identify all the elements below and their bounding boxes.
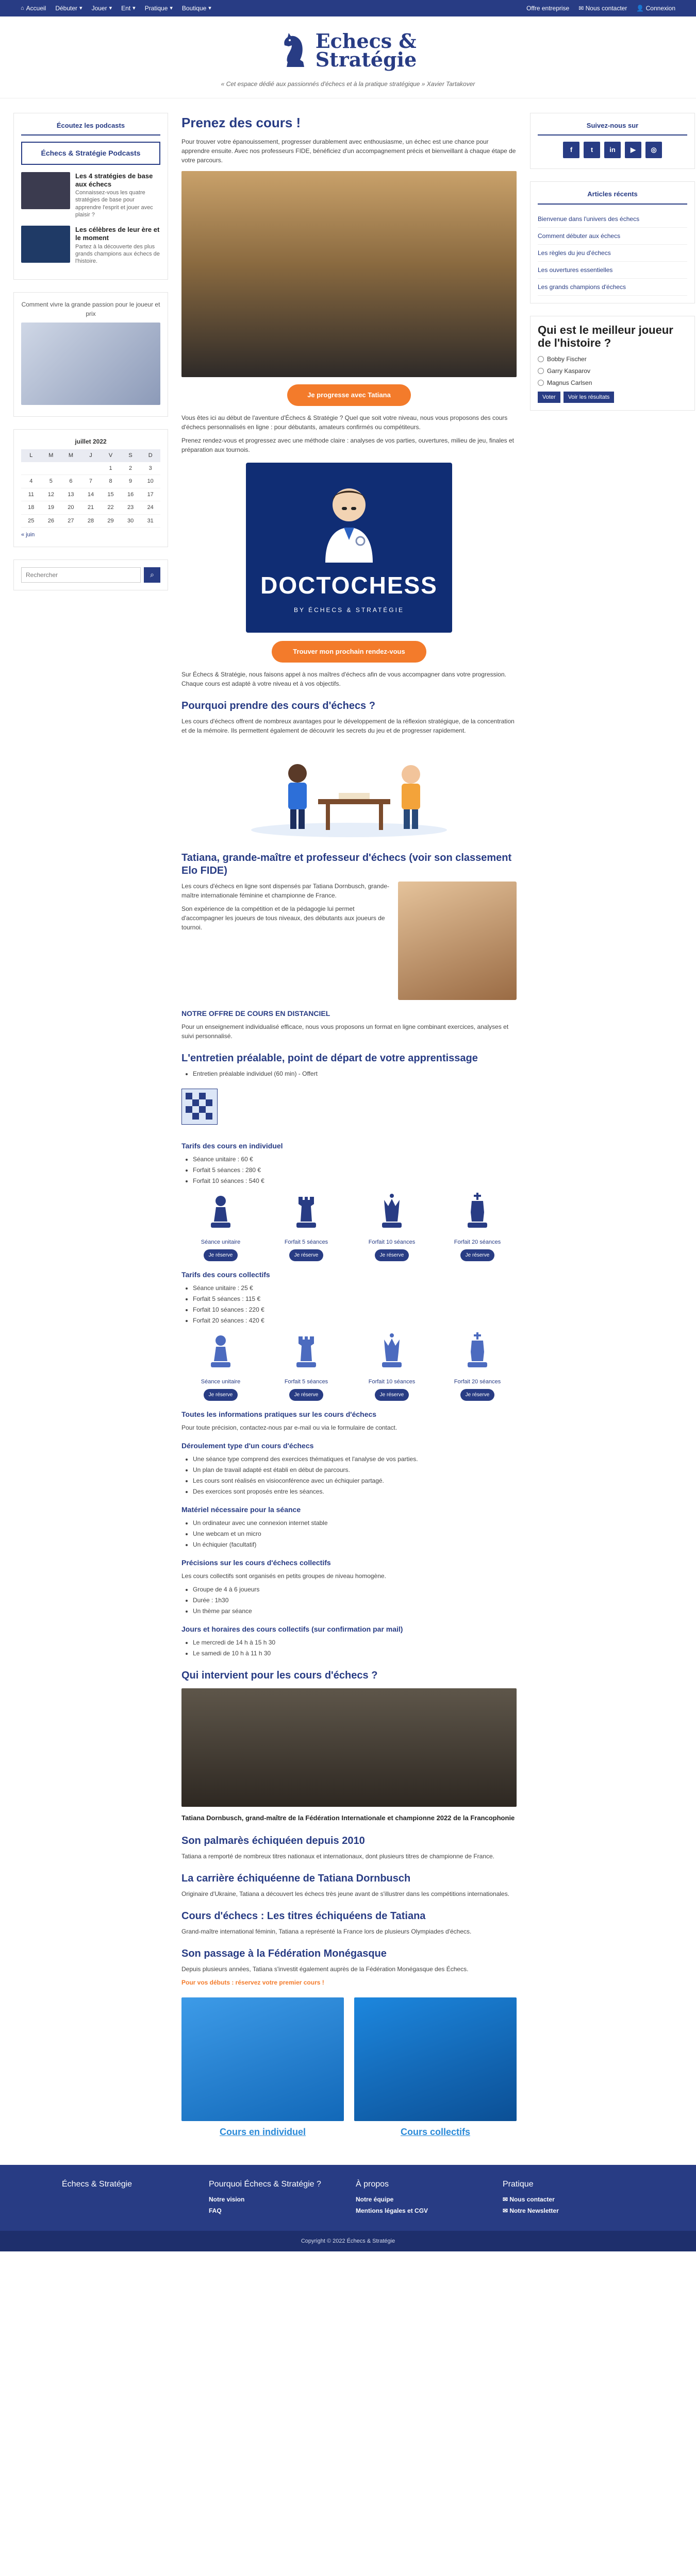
tatiana-tournament-photo [181,1688,517,1807]
reserve-button[interactable]: Je réserve [289,1389,324,1401]
calendar-day[interactable]: 10 [140,475,160,488]
paragraph: Vous êtes ici au début de l'aventure d'Échecs & Stratégie ? Quel que soit votre niveau, nous vous proposons des cours d'échecs personnalisés en ligne : pour débutants, amateurs confirmés ou compétiteurs. [181,414,508,431]
footer-column [62,2178,193,2217]
chevron-down-icon: ▾ [132,5,136,11]
chessboard-icon[interactable] [181,1089,218,1125]
calendar-day[interactable]: 20 [61,501,81,515]
chevron-down-icon: ▾ [109,5,112,11]
poll-question: Qui est le meilleur joueur de l'histoire ? [538,323,673,349]
reserve-button[interactable]: Je réserve [460,1249,495,1261]
list-item: • Un thème par séance [193,1606,517,1616]
copyright-bar: Copyright © 2022 Échecs & Stratégie [0,2231,696,2252]
cta-individuel[interactable] [181,1997,344,2139]
pricing-card [353,1331,431,1401]
section-heading: Son passage à la Fédération Monégasque [181,1947,387,1959]
calendar-day [81,462,101,475]
course-cta-grid [181,1997,517,2139]
calendar-widget [13,429,168,547]
list-item: • Séance unitaire : 60 € [193,1155,517,1164]
paragraph: Son expérience de la compétition et de la pédagogie lui permet d'accompagner les joueurs de tous niveaux, des débutants aux joueurs de tournoi. [181,905,385,931]
articles-list [538,211,687,296]
list-item: • Le samedi de 10 h à 11 h 30 [193,1649,517,1658]
search-form [21,567,160,583]
logo-wordmark: Echecs & Stratégie [315,29,417,71]
list-item: • Une séance type comprend des exercices thématiques et l'analyse de vos parties. [193,1454,517,1464]
section-heading: Cours d'échecs : Les titres échiquéens de Tatiana [181,1910,426,1922]
list-item: • Forfait 10 séances : 540 € [193,1176,517,1185]
section-heading: Qui intervient pour les cours d'échecs ? [181,1670,378,1681]
section-heading: Précisions sur les cours d'échecs collectifs [181,1558,331,1567]
intro-text: Pour trouver votre épanouissement, progresser durablement avec enthousiasme, un échec est une chance pour apprendre ensuite. Avec nos professeurs FIDE, bénéficiez d'un accompagnement précis et bienveillant à chaque étape de votre parcours. [181,138,516,164]
pricing-card [438,1331,517,1401]
main-menu [21,4,211,13]
king-icon [459,1331,495,1372]
pricing-individuel [181,1192,517,1261]
footer-link[interactable]: FAQ [209,2207,222,2214]
material-list [193,1518,517,1549]
list-item: • Un échiquier (facultatif) [193,1540,517,1549]
nav-item-pratique[interactable]: Pratique ▾ [144,5,173,12]
calendar-day[interactable]: 16 [121,488,141,501]
poll-option[interactable]: Bobby Fischer [538,354,687,364]
calendar-day[interactable]: 13 [61,488,81,501]
search-input[interactable] [21,567,141,583]
section-heading: Tarifs des cours collectifs [181,1270,270,1279]
podcast-title: Les célèbres de leur ère et le moment [75,226,160,242]
nav-contact[interactable]: ✉ Nous contacter [578,5,627,12]
cta-collectifs[interactable] [354,1997,517,2139]
social-links [538,142,687,158]
pricing-card [181,1331,260,1401]
steps-list [193,1454,517,1496]
king-icon [459,1192,495,1233]
footer-link[interactable]: Notre vision [209,2195,245,2203]
poll-option[interactable]: Garry Kasparov [538,366,687,376]
cta-label: Cours en individuel [219,2126,306,2137]
footer-link[interactable]: ✉ Nous contacter [503,2195,555,2203]
footer-title: Pourquoi Échecs & Stratégie ? [209,2179,321,2189]
search-button[interactable] [144,567,160,583]
tatiana-photo [398,882,517,1000]
calendar [21,437,160,528]
section-heading: L'entretien préalable, point de départ de votre apprentissage [181,1052,478,1064]
list-item: • Entretien préalable individuel (60 min) - Offert [193,1069,517,1078]
section-heading: La carrière échiquéenne de Tatiana Dornbusch [181,1872,411,1884]
hero-photo [181,171,517,377]
calendar-day[interactable]: 2 [121,462,141,475]
section-heading: Matériel nécessaire pour la séance [181,1505,301,1514]
paragraph: Tatiana a remporté de nombreux titres nationaux et internationaux, dont plusieurs titres de championne de France. [181,1852,495,1860]
section-heading: Pourquoi prendre des cours d'échecs ? [181,700,375,711]
pricing-label: Forfait 5 séances [284,1239,328,1245]
list-item: • Un plan de travail adapté est établi en début de parcours. [193,1465,517,1475]
social-widget [530,113,695,170]
calendar-day[interactable]: 31 [140,514,160,528]
calendar-day[interactable]: 21 [81,501,101,515]
tarifs-individuel-list [193,1155,517,1185]
mail-icon: ✉ [578,5,586,12]
calendar-prev-link[interactable]: « juin [21,532,35,538]
radio-button[interactable] [538,356,544,362]
calendar-day[interactable]: 18 [21,501,41,515]
main-content [181,113,517,2160]
photo-caption: Tatiana Dornbusch, grand-maître de la Fédération Internationale et championne 2022 de la Francophonie [181,1814,515,1822]
linkedin-icon[interactable]: in [604,142,621,158]
view-results-button[interactable]: Voir les résultats [564,392,615,403]
vote-button[interactable]: Voter [538,392,560,403]
paragraph: Les cours collectifs sont organisés en petits groupes de niveau homogène. [181,1572,386,1580]
calendar-day [21,462,41,475]
mail-icon: ✉ [503,2195,510,2203]
calendar-day[interactable]: 6 [61,475,81,488]
queen-icon [374,1331,410,1372]
calendar-day [41,462,61,475]
pricing-label: Séance unitaire [201,1378,241,1385]
pricing-label: Forfait 20 séances [454,1239,501,1245]
pricing-label: Séance unitaire [201,1239,241,1245]
site-logo[interactable] [279,31,417,70]
calendar-day[interactable]: 9 [121,475,141,488]
calendar-day[interactable]: 30 [121,514,141,528]
pricing-card [353,1192,431,1261]
nav-item-ent[interactable]: Ent ▾ [121,5,136,12]
calendar-day[interactable]: 15 [101,488,121,501]
footer-columns [62,2178,634,2217]
doctor-avatar-icon [313,480,385,563]
paragraph: Pour toute précision, contactez-nous par e-mail ou via le formulaire de contact. [181,1424,397,1431]
tarifs-collectifs-list [193,1283,517,1325]
left-sidebar [13,113,168,2160]
reserve-button[interactable]: Je réserve [289,1249,324,1261]
twitter-icon[interactable]: t [584,142,600,158]
online-lesson-illustration [241,742,457,840]
reserve-button[interactable]: Je réserve [375,1389,409,1401]
collective-course-image [354,1997,517,2121]
pricing-card [181,1192,260,1261]
list-item: • Groupe de 4 à 6 joueurs [193,1585,517,1594]
calendar-day[interactable]: 7 [81,475,101,488]
section-heading: Toutes les informations pratiques sur les cours d'échecs [181,1410,377,1418]
pricing-card [267,1331,345,1401]
calendar-month: juillet 2022 [75,438,107,446]
pricing-label: Forfait 10 séances [368,1378,416,1385]
home-icon: ⌂ [21,5,24,11]
calendar-day-header: L [21,449,41,462]
site-header [0,16,696,98]
poll-actions [538,392,687,403]
widget-title: Suivez-nous sur [538,121,687,136]
calendar-day[interactable]: 25 [21,514,41,528]
footer-column [209,2178,340,2217]
radio-button[interactable] [538,368,544,374]
progress-with-tatiana-button[interactable]: Je progresse avec Tatiana [287,384,411,406]
podcast-banner[interactable]: Échecs & Stratégie Podcasts [21,142,160,165]
user-icon: 👤 [636,5,646,12]
search-icon: ⌕ [150,570,154,579]
list-item: • Les cours sont réalisés en visioconférence avec un échiquier partagé. [193,1476,517,1485]
calendar-day[interactable]: 5 [41,475,61,488]
newsletter-icon: ✉ [503,2207,510,2214]
paragraph: Les cours d'échecs offrent de nombreux avantages pour le développement de la réflexion stratégique, de la concentration et de la mémoire. Ils permettent également de découvrir les secrets du jeu et de progresser rapidement. [181,717,515,734]
article-link[interactable]: Comment débuter aux échecs [538,228,687,245]
section-heading: Jours et horaires des cours collectifs (sur confirmation par mail) [181,1625,403,1633]
pawn-icon [203,1192,239,1233]
nav-item-jouer[interactable]: Jouer ▾ [91,5,112,12]
calendar-day[interactable]: 26 [41,514,61,528]
paragraph: Sur Échecs & Stratégie, nous faisons appel à nos maîtres d'échecs afin de vous accompagner dans votre progression. Chaque cours est adapté à votre niveau et à vos objectifs. [181,670,506,687]
list-item: • Durée : 1h30 [193,1596,517,1605]
list-item: • Séance unitaire : 25 € [193,1283,517,1293]
section-heading: Tarifs des cours en individuel [181,1142,283,1150]
reserve-button[interactable]: Je réserve [204,1249,238,1261]
calendar-day-header: M [61,449,81,462]
list-item: • Une webcam et un micro [193,1529,517,1538]
reserve-button[interactable]: Je réserve [204,1389,238,1401]
widget-title: Articles récents [538,189,687,205]
article-link[interactable]: Les grands champions d'échecs [538,279,687,296]
poll-widget [530,316,695,411]
footer-title: Pratique [503,2179,534,2189]
podcast-excerpt: Partez à la découverte des plus grands champions aux échecs de l'histoire. [75,243,160,265]
doctochess-banner [246,463,452,633]
nav-offre-entreprise[interactable]: Offre entreprise [526,5,570,12]
pricing-label: Forfait 10 séances [368,1239,416,1245]
list-item: • Forfait 5 séances : 115 € [193,1294,517,1303]
list-item: • Forfait 20 séances : 420 € [193,1316,517,1325]
pricing-label: Forfait 5 séances [284,1378,328,1385]
paragraph: Grand-maître international féminin, Tatiana a représenté la France lors de plusieurs Olympiades d'échecs. [181,1927,472,1935]
footer-link[interactable]: Notre équipe [356,2195,394,2203]
right-sidebar [530,113,695,2160]
calendar-day[interactable]: 14 [81,488,101,501]
article-link[interactable]: Bienvenue dans l'univers des échecs [538,211,687,228]
widget-title: Écoutez les podcasts [21,121,160,136]
calendar-day-header: D [140,449,160,462]
nav-item-accueil[interactable]: ⌂ Accueil [21,5,46,12]
reserve-button[interactable]: Je réserve [375,1249,409,1261]
list-item: • Forfait 5 séances : 280 € [193,1165,517,1175]
calendar-day[interactable]: 24 [140,501,160,515]
podcast-thumbnail [21,172,70,209]
chevron-down-icon: ▾ [79,5,82,11]
facebook-icon[interactable]: f [563,142,579,158]
calendar-day[interactable]: 28 [81,514,101,528]
recent-articles-widget [530,181,695,303]
article-link[interactable]: Les règles du jeu d'échecs [538,245,687,262]
featured-widget [13,292,168,417]
chevron-down-icon: ▾ [208,5,211,11]
doctochess-subtitle: BY ÉCHECS & STRATÉGIE [294,606,404,614]
section-heading: Son palmarès échiquéen depuis 2010 [181,1835,365,1846]
pricing-label: Forfait 20 séances [454,1378,501,1385]
podcast-title: Les 4 stratégies de base aux échecs [75,172,153,188]
nav-item-boutique[interactable]: Boutique ▾ [181,5,211,12]
podcast-thumbnail [21,226,70,263]
pricing-card [267,1192,345,1261]
queen-icon [374,1192,410,1233]
calendar-day[interactable]: 11 [21,488,41,501]
cta-label: Cours collectifs [400,2126,471,2137]
site-tagline: « Cet espace dédié aux passionnés d'échecs et à la pratique stratégique » Xavier Tartakover [221,80,475,88]
first-session-list [193,1069,517,1078]
paragraph: Prenez rendez-vous et progressez avec une méthode claire : analyses de vos parties, ouvertures, milieu de jeu, finales et préparation aux tournois. [181,436,515,453]
schedule-list [193,1638,517,1658]
featured-caption: Comment vivre la grande passion pour le joueur et prix [21,301,160,318]
footer-link[interactable]: ✉ Notre Newsletter [503,2207,559,2214]
instagram-icon[interactable]: ◎ [645,142,662,158]
nav-right [526,4,675,13]
pricing-collectifs [181,1331,517,1401]
section-heading: Déroulement type d'un cours d'échecs [181,1442,314,1450]
calendar-day[interactable]: 3 [140,462,160,475]
final-cta-text[interactable]: Pour vos débuts : réservez votre premier cours ! [181,1978,324,1986]
page-layout [0,98,696,2160]
nav-login[interactable]: 👤 Connexion [636,5,675,12]
reserve-button[interactable]: Je réserve [460,1389,495,1401]
calendar-day[interactable]: 27 [61,514,81,528]
pawn-icon [203,1331,239,1372]
site-footer [0,2165,696,2231]
paragraph: Les cours d'échecs en ligne sont dispensés par Tatiana Dornbusch, grande-maître internationale féminine et championne de France. [181,882,389,899]
paragraph: Originaire d'Ukraine, Tatiana a découvert les échecs très jeune avant de s'illustrer dans les compétitions internationales. [181,1890,510,1897]
calendar-day-header: S [121,449,141,462]
article-link[interactable]: Les ouvertures essentielles [538,262,687,279]
pricing-card [438,1192,517,1261]
knight-logo-icon [279,31,311,70]
search-widget [13,560,168,590]
poll-option[interactable]: Magnus Carlsen [538,378,687,387]
calendar-day[interactable]: 17 [140,488,160,501]
footer-column [503,2178,634,2217]
calendar-day[interactable]: 8 [101,475,121,488]
footer-column [356,2178,487,2217]
featured-image[interactable] [21,323,160,405]
calendar-day[interactable]: 19 [41,501,61,515]
page-title: Prenez des cours ! [181,114,301,130]
section-heading: Tatiana, grande-maître et professeur d'échecs (voir son classement Elo FIDE) [181,852,512,876]
calendar-day [61,462,81,475]
calendar-day[interactable]: 29 [101,514,121,528]
section-heading: NOTRE OFFRE DE COURS EN DISTANCIEL [181,1009,330,1018]
paragraph: Depuis plusieurs années, Tatiana s'investit également auprès de la Fédération Monégasque des Échecs. [181,1965,469,1973]
paragraph: Pour un enseignement individualisé efficace, nous vous proposons un format en ligne combinant exercices, analyses et suivi personnalisé. [181,1023,509,1040]
list-item: • Forfait 10 séances : 220 € [193,1305,517,1314]
doctochess-button[interactable]: Trouver mon prochain rendez-vous [272,641,426,663]
calendar-day-header: V [101,449,121,462]
podcast-excerpt: Connaissez-vous les quatre stratégies de base pour apprendre l'esprit et jouer avec plaisir ? [75,190,153,218]
footer-title: Échecs & Stratégie [62,2179,132,2189]
individual-course-image [181,1997,344,2121]
top-navigation [0,0,696,16]
podcast-widget [13,113,168,280]
collective-list [193,1585,517,1616]
podcast-item[interactable] [21,172,160,218]
list-item: • Un ordinateur avec une connexion internet stable [193,1518,517,1528]
rook-icon [288,1331,324,1372]
tatiana-intro [181,882,517,1000]
calendar-day[interactable]: 22 [101,501,121,515]
rook-icon [288,1192,324,1233]
list-item: • Le mercredi de 14 h à 15 h 30 [193,1638,517,1647]
list-item: • Des exercices sont proposés entre les séances. [193,1487,517,1496]
tatiana-text [181,882,391,1000]
footer-title: À propos [356,2179,389,2189]
radio-button[interactable] [538,380,544,386]
calendar-day-header: J [81,449,101,462]
calendar-day[interactable]: 4 [21,475,41,488]
podcast-item[interactable] [21,226,160,265]
nav-item-debuter[interactable]: Débuter ▾ [55,5,82,12]
calendar-day-header: M [41,449,61,462]
youtube-icon[interactable]: ▶ [625,142,641,158]
footer-link[interactable]: Mentions légales et CGV [356,2207,428,2214]
chevron-down-icon: ▾ [170,5,173,11]
calendar-day[interactable]: 12 [41,488,61,501]
calendar-day[interactable]: 23 [121,501,141,515]
doctochess-title: DOCTOCHESS [260,572,438,599]
calendar-day[interactable]: 1 [101,462,121,475]
